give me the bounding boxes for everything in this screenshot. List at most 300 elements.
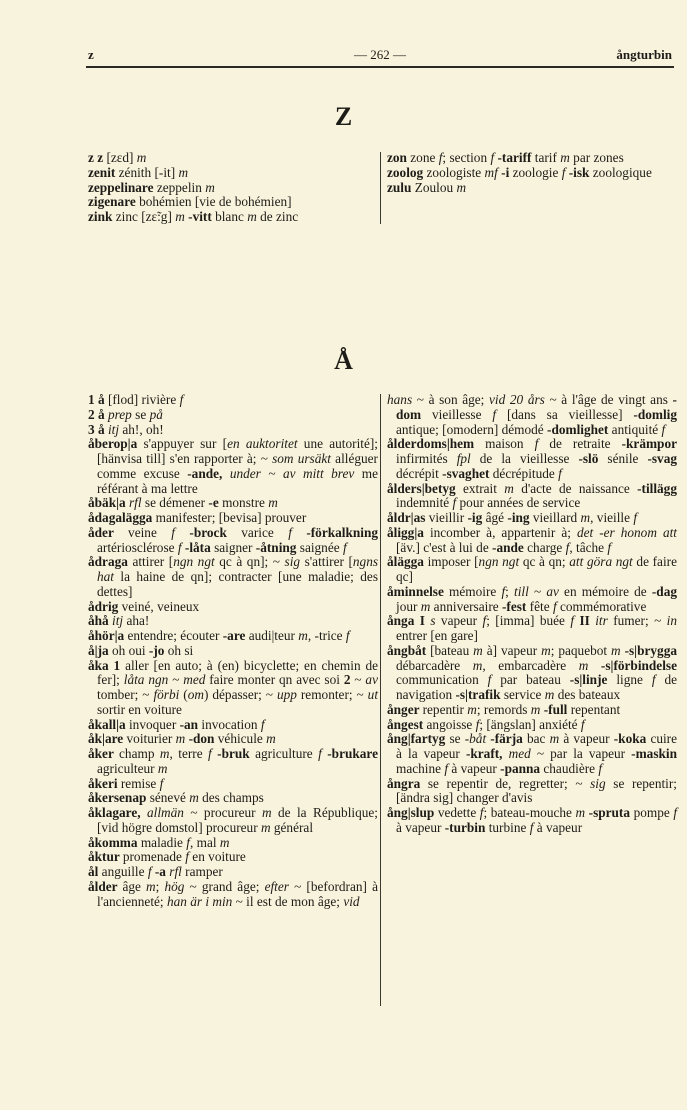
headword: -krämpor bbox=[621, 436, 677, 452]
column-divider bbox=[380, 152, 381, 224]
translation: anniversaire bbox=[430, 598, 502, 614]
grammar-note: f bbox=[345, 628, 350, 643]
grammar-note: s bbox=[430, 613, 436, 629]
translation: , embarcadère bbox=[482, 657, 579, 673]
headword: -s|linje bbox=[569, 672, 617, 688]
translation: aller [en auto; à (en) bicyclette; en chemin de fer]; bbox=[97, 657, 379, 688]
grammar-note: f bbox=[487, 672, 492, 688]
grammar-note: m bbox=[467, 701, 477, 717]
headword: åkersenap bbox=[88, 790, 150, 806]
grammar-note: han är i min bbox=[166, 893, 233, 909]
translation: de faire qc] bbox=[396, 554, 677, 584]
translation: vieillesse bbox=[432, 406, 493, 422]
translation: champ bbox=[119, 746, 160, 761]
headword: -jo bbox=[148, 642, 168, 658]
dictionary-entry bbox=[88, 836, 378, 851]
translation: s'appuyer sur [ bbox=[143, 436, 228, 452]
grammar-note: vid 20 års bbox=[489, 392, 545, 407]
translation: sénile bbox=[607, 451, 648, 466]
grammar-note: m bbox=[560, 150, 570, 165]
dictionary-entry bbox=[88, 614, 378, 629]
translation: aha! bbox=[123, 613, 150, 629]
translation: la haine de qn]; contracter [une maladie; des dettes] bbox=[97, 569, 378, 599]
headword: ådagalägga bbox=[88, 510, 156, 525]
headword: -s|trafik bbox=[455, 687, 504, 702]
headword: åkall|a bbox=[88, 716, 129, 732]
grammar-note: f bbox=[475, 716, 480, 732]
headword: åbäk|a bbox=[88, 495, 129, 511]
translation: qc à qn; bbox=[519, 554, 570, 570]
translation: tomber; ~ bbox=[97, 687, 154, 702]
dictionary-entry bbox=[88, 423, 378, 438]
grammar-note: m bbox=[159, 746, 170, 761]
grammar-note: f bbox=[159, 775, 164, 791]
grammar-note: fpl bbox=[456, 451, 471, 466]
a-ring-right-column bbox=[387, 393, 677, 836]
grammar-note: itj bbox=[112, 613, 124, 629]
dictionary-entry bbox=[88, 791, 378, 806]
grammar-note: sig bbox=[284, 554, 301, 570]
dictionary-entry bbox=[88, 732, 378, 747]
translation: turbine bbox=[488, 819, 530, 835]
headword: zink bbox=[88, 209, 116, 224]
translation: zeppelin bbox=[156, 179, 206, 195]
translation: bac bbox=[526, 731, 550, 747]
grammar-note: allmän bbox=[146, 805, 184, 820]
translation: décrépit bbox=[396, 465, 443, 481]
headword: -domlighet bbox=[547, 421, 612, 437]
dictionary-entry bbox=[88, 629, 378, 644]
grammar-note: f bbox=[186, 834, 190, 850]
translation: maladie bbox=[140, 834, 187, 850]
grammar-note: f bbox=[501, 583, 506, 599]
grammar-note: mf bbox=[484, 164, 498, 180]
headword: -svag bbox=[647, 451, 677, 466]
translation: attirer [ bbox=[132, 554, 174, 570]
dictionary-entry bbox=[387, 526, 677, 556]
translation: communication bbox=[396, 672, 488, 688]
headword: ångra bbox=[387, 775, 428, 791]
translation: de la République; [vid högre domstol] procureur bbox=[97, 805, 378, 835]
headword: -ande bbox=[492, 539, 528, 555]
grammar-note: efter bbox=[264, 878, 289, 894]
translation: service bbox=[503, 687, 545, 702]
headword: -bruk bbox=[211, 746, 256, 761]
dictionary-entry bbox=[88, 166, 378, 181]
grammar-note: m bbox=[575, 805, 586, 820]
translation: zinc [zɛ̃:g] bbox=[115, 209, 176, 224]
translation: machine bbox=[396, 760, 445, 776]
translation: blanc bbox=[215, 209, 248, 224]
headword: -tillägg bbox=[637, 480, 677, 496]
grammar-note: av bbox=[365, 672, 378, 688]
headword: -fest bbox=[501, 598, 530, 614]
grammar-note: m bbox=[136, 150, 147, 165]
grammar-note: f bbox=[179, 392, 184, 407]
headword: zoolog bbox=[387, 164, 427, 180]
grammar-note: f bbox=[552, 598, 557, 614]
translation: saigner bbox=[214, 539, 256, 555]
translation: à vapeur bbox=[448, 760, 501, 776]
headword: åder bbox=[88, 524, 129, 540]
translation: mémoire bbox=[449, 583, 502, 599]
grammar-note: f bbox=[444, 760, 449, 776]
translation: se bbox=[131, 406, 150, 422]
dictionary-entry bbox=[387, 703, 677, 718]
headword: ådraga bbox=[88, 554, 133, 570]
grammar-note: f bbox=[490, 150, 495, 165]
header-first-word: z bbox=[88, 47, 94, 62]
grammar-note: m bbox=[178, 164, 189, 180]
headword: 1 å bbox=[88, 392, 108, 407]
dictionary-entry bbox=[387, 777, 677, 807]
translation: ~ il est de mon âge; bbox=[232, 893, 344, 909]
grammar-note: f bbox=[598, 760, 603, 776]
grammar-note: på bbox=[149, 406, 163, 422]
translation: ~ grand âge; bbox=[184, 878, 265, 894]
grammar-note: att göra ngt bbox=[569, 554, 633, 570]
translation: artériosclérose bbox=[97, 539, 178, 555]
grammar-note: en auktoritet bbox=[227, 436, 298, 452]
headword: åkomma bbox=[88, 834, 141, 850]
translation: se démener bbox=[141, 495, 209, 511]
headword: zon bbox=[387, 150, 411, 165]
translation: [äv.] c'est à lui de bbox=[396, 539, 493, 555]
column-divider bbox=[380, 394, 381, 1006]
headword: ålägga bbox=[387, 554, 428, 570]
dictionary-entry bbox=[88, 437, 378, 496]
headword: zeppelinare bbox=[88, 179, 157, 195]
grammar-note: m bbox=[549, 731, 560, 747]
grammar-note: det -er honom att bbox=[576, 524, 677, 540]
dictionary-entry bbox=[387, 393, 677, 437]
headword: -turbin bbox=[444, 819, 489, 835]
headword: ådrig bbox=[88, 598, 122, 614]
translation: monstre bbox=[222, 495, 269, 511]
translation: débarcadère bbox=[396, 657, 473, 673]
headword: åka 1 bbox=[88, 657, 126, 673]
grammar-note: hans bbox=[387, 392, 413, 407]
grammar-note: f bbox=[171, 524, 175, 540]
headword: ålder bbox=[88, 878, 123, 894]
z-left-column bbox=[88, 151, 378, 225]
translation: fumer; ~ bbox=[607, 613, 667, 629]
translation: antiquité bbox=[611, 421, 662, 437]
translation: pour années de service bbox=[456, 495, 581, 511]
grammar-note: förbi bbox=[153, 687, 180, 702]
header-rule bbox=[86, 66, 674, 68]
translation: ; bateau-mouche bbox=[483, 805, 576, 820]
translation: voiturier bbox=[126, 731, 176, 747]
translation: s'attirer [ bbox=[300, 554, 353, 570]
translation: [bateau bbox=[430, 642, 474, 658]
grammar-note: f bbox=[580, 716, 585, 732]
headword: 3 å bbox=[88, 421, 108, 437]
translation: à vapeur bbox=[396, 819, 445, 835]
headword: -s|förbindelse bbox=[588, 657, 677, 673]
grammar-note: f bbox=[177, 539, 182, 555]
grammar-note: f bbox=[633, 510, 638, 525]
section-letter-z: Z bbox=[334, 102, 353, 131]
translation: extrait bbox=[462, 480, 505, 496]
translation: veine bbox=[128, 524, 172, 540]
headword: ånger bbox=[387, 701, 423, 717]
translation: ( bbox=[179, 687, 188, 702]
dictionary-entry bbox=[387, 437, 677, 481]
headword: -koka bbox=[613, 731, 651, 747]
grammar-note: upp bbox=[276, 687, 297, 702]
headword: -ande, bbox=[187, 465, 230, 481]
grammar-note: ut bbox=[367, 687, 379, 702]
headword: -don bbox=[185, 731, 218, 747]
headword: II bbox=[574, 613, 596, 629]
grammar-note: om bbox=[187, 687, 204, 702]
dictionary-entry bbox=[387, 732, 677, 776]
translation: ; [imma] buée bbox=[486, 613, 571, 629]
grammar-note: låta ngn ~ med bbox=[123, 672, 206, 688]
grammar-note: f bbox=[673, 805, 678, 820]
headword: åhå bbox=[88, 613, 113, 629]
grammar-note: f bbox=[208, 746, 212, 761]
dictionary-entry bbox=[88, 600, 378, 615]
translation: , mal bbox=[189, 834, 220, 850]
translation: entendre; écouter bbox=[127, 628, 223, 643]
translation: imposer [ bbox=[427, 554, 479, 570]
grammar-note: m bbox=[189, 790, 199, 806]
dictionary-entry bbox=[387, 482, 677, 512]
translation: vapeur bbox=[435, 613, 483, 629]
grammar-note: m bbox=[268, 495, 278, 511]
grammar-note: hög bbox=[164, 878, 185, 894]
grammar-note: -båt bbox=[464, 731, 487, 747]
translation: ramper bbox=[181, 864, 223, 879]
translation: anguille bbox=[101, 864, 148, 879]
headword: ångbåt bbox=[387, 642, 431, 658]
translation: d'acte de naissance bbox=[513, 480, 638, 496]
translation: des bateaux bbox=[554, 687, 621, 702]
dictionary-entry bbox=[88, 555, 378, 599]
grammar-note: m bbox=[219, 834, 230, 850]
grammar-note: rfl bbox=[169, 864, 182, 879]
grammar-note: f bbox=[288, 524, 292, 540]
translation: varice bbox=[241, 524, 289, 540]
dictionary-entry bbox=[88, 718, 378, 733]
headword: ånga I bbox=[387, 613, 431, 629]
dictionary-entry bbox=[88, 393, 378, 408]
translation: indemnité bbox=[396, 495, 453, 511]
grammar-note: itj bbox=[107, 421, 120, 437]
grammar-note: m bbox=[544, 687, 555, 702]
grammar-note: m bbox=[266, 731, 276, 747]
grammar-note: m bbox=[611, 642, 621, 658]
translation: de la vieillesse bbox=[470, 451, 579, 466]
section-letter-a-ring: Å bbox=[334, 346, 353, 375]
translation: angoisse bbox=[426, 716, 476, 732]
grammar-note: som ursäkt bbox=[272, 451, 331, 466]
headword: å|ja bbox=[88, 642, 112, 658]
grammar-note: vid bbox=[343, 893, 360, 909]
dictionary-entry bbox=[88, 747, 378, 777]
grammar-note: f bbox=[558, 465, 562, 481]
grammar-note: f bbox=[318, 746, 322, 761]
headword: -i bbox=[497, 164, 513, 180]
grammar-note: f bbox=[534, 436, 539, 452]
translation: ~ par la vapeur bbox=[530, 746, 632, 761]
grammar-note: m bbox=[247, 209, 257, 224]
headword: zulu bbox=[387, 179, 415, 195]
a-ring-left-column bbox=[88, 393, 378, 909]
translation: [dans sa vieillesse] bbox=[496, 406, 634, 422]
headword: åktur bbox=[88, 849, 123, 865]
translation: se bbox=[449, 731, 465, 747]
grammar-note: m bbox=[175, 209, 185, 224]
translation: agriculture bbox=[255, 746, 319, 761]
grammar-note: rfl bbox=[129, 495, 142, 511]
headword: -förkalkning bbox=[291, 524, 378, 540]
grammar-note: f bbox=[482, 613, 487, 629]
translation: décrépitude bbox=[492, 465, 559, 481]
grammar-note: m bbox=[578, 657, 589, 673]
headword: -are bbox=[222, 628, 249, 643]
translation: zénith [-it] bbox=[118, 164, 179, 180]
dictionary-entry bbox=[387, 151, 677, 166]
headword: ångest bbox=[387, 716, 427, 732]
headword: 2 bbox=[343, 672, 355, 688]
translation: cuire à la vapeur bbox=[396, 731, 678, 761]
headword: -panna bbox=[500, 760, 544, 776]
grammar-note: f bbox=[147, 864, 152, 879]
translation: de retraite bbox=[538, 436, 622, 452]
translation: âge bbox=[122, 878, 147, 894]
headword: ålders|betyg bbox=[387, 480, 463, 496]
dictionary-entry bbox=[387, 614, 677, 644]
headword: -dom bbox=[396, 392, 677, 422]
translation: manifester; [bevisa] prouver bbox=[155, 510, 307, 525]
grammar-note: f bbox=[185, 849, 189, 865]
grammar-note: m bbox=[541, 642, 551, 658]
dictionary-entry bbox=[88, 850, 378, 865]
grammar-note: f bbox=[438, 150, 443, 165]
grammar-note: m bbox=[205, 179, 215, 195]
translation: faire monter qn avec soi bbox=[205, 672, 344, 688]
headword: zigenare bbox=[88, 194, 140, 210]
grammar-note: f bbox=[529, 819, 534, 835]
translation: vieillard bbox=[532, 510, 581, 525]
translation: sortir en voiture bbox=[97, 701, 182, 717]
headword: -spruta bbox=[585, 805, 634, 820]
translation: zoologique bbox=[592, 164, 652, 180]
grammar-note: prep bbox=[107, 406, 132, 422]
translation: oh oui bbox=[111, 642, 149, 658]
translation: incomber à, appartenir à; bbox=[429, 524, 577, 540]
grammar-note: ngns hat bbox=[97, 554, 379, 584]
grammar-note: f bbox=[607, 539, 612, 555]
grammar-note: m bbox=[456, 179, 467, 195]
translation: sénevé bbox=[149, 790, 190, 806]
dictionary-entry bbox=[387, 181, 677, 196]
translation: de navigation bbox=[396, 672, 678, 702]
translation: saignée bbox=[299, 539, 343, 555]
dictionary-entry bbox=[88, 644, 378, 659]
translation: antique; [omodern] démodé bbox=[396, 421, 548, 437]
grammar-note: itr bbox=[595, 613, 608, 629]
headword: åker bbox=[88, 746, 120, 761]
translation: pompe bbox=[633, 805, 674, 820]
headword: -tariff bbox=[494, 150, 535, 165]
translation: repentant bbox=[570, 701, 621, 717]
dictionary-entry bbox=[387, 806, 677, 836]
grammar-note: m bbox=[473, 642, 483, 658]
headword: åldr|as bbox=[387, 510, 429, 525]
translation: ; bbox=[505, 583, 515, 599]
headword: -e bbox=[208, 495, 223, 511]
translation: [flod] rivière bbox=[107, 392, 180, 407]
headword: -färja bbox=[486, 731, 527, 747]
page-number: — 262 — bbox=[354, 47, 406, 62]
headword: åkeri bbox=[88, 775, 121, 791]
dictionary-entry bbox=[88, 195, 378, 210]
translation: [zɛd] bbox=[106, 150, 137, 165]
grammar-note: m bbox=[504, 480, 514, 496]
headword: -låta bbox=[181, 539, 215, 555]
translation: jour bbox=[396, 598, 421, 614]
translation: à] vapeur bbox=[482, 642, 542, 658]
translation: , vieille bbox=[590, 510, 634, 525]
grammar-note: m bbox=[260, 819, 271, 835]
translation: en mémoire de bbox=[558, 583, 652, 599]
translation: chaudière bbox=[543, 760, 599, 776]
running-header bbox=[88, 47, 672, 65]
dictionary-entry bbox=[88, 496, 378, 511]
headword: -isk bbox=[565, 164, 593, 180]
headword: -maskin bbox=[631, 746, 677, 761]
translation: zoologie bbox=[512, 164, 562, 180]
translation: repentir bbox=[422, 701, 468, 717]
dictionary-entry bbox=[88, 408, 378, 423]
translation: audi|teur bbox=[248, 628, 299, 643]
grammar-note: m bbox=[262, 805, 272, 820]
headword: -kraft, bbox=[465, 746, 509, 761]
headword: -an bbox=[179, 716, 202, 732]
dictionary-entry bbox=[88, 865, 378, 880]
grammar-note: f bbox=[492, 406, 497, 422]
headword: ång|slup bbox=[387, 805, 438, 820]
translation: zoologiste bbox=[426, 164, 485, 180]
headword: -brock bbox=[174, 524, 242, 540]
translation: général bbox=[270, 819, 314, 835]
translation: qc à qn]; ~ bbox=[214, 554, 285, 570]
headword: -slö bbox=[578, 451, 608, 466]
headword: åminnelse bbox=[387, 583, 450, 599]
translation: se repentir; [ändra sig] changer d'avis bbox=[396, 775, 677, 806]
dictionary-entry bbox=[387, 555, 677, 585]
grammar-note: m bbox=[580, 510, 591, 525]
translation: ~ [befordran] à l'ancienneté; bbox=[97, 878, 378, 909]
grammar-note: av bbox=[546, 583, 559, 599]
translation: de zinc bbox=[256, 209, 299, 224]
grammar-note: till bbox=[514, 583, 529, 599]
headword: åklagare, bbox=[88, 805, 147, 820]
translation: invoquer bbox=[128, 716, 180, 732]
translation: ~ procureur bbox=[183, 805, 263, 820]
headword: -åtning bbox=[255, 539, 300, 555]
translation: charge bbox=[527, 539, 566, 555]
headword: -domlig bbox=[633, 406, 677, 422]
translation: bohémien [vie de bohémien] bbox=[139, 194, 292, 210]
translation: invocation bbox=[201, 716, 261, 732]
headword: -svaghet bbox=[442, 465, 493, 481]
translation: maison bbox=[485, 436, 535, 452]
